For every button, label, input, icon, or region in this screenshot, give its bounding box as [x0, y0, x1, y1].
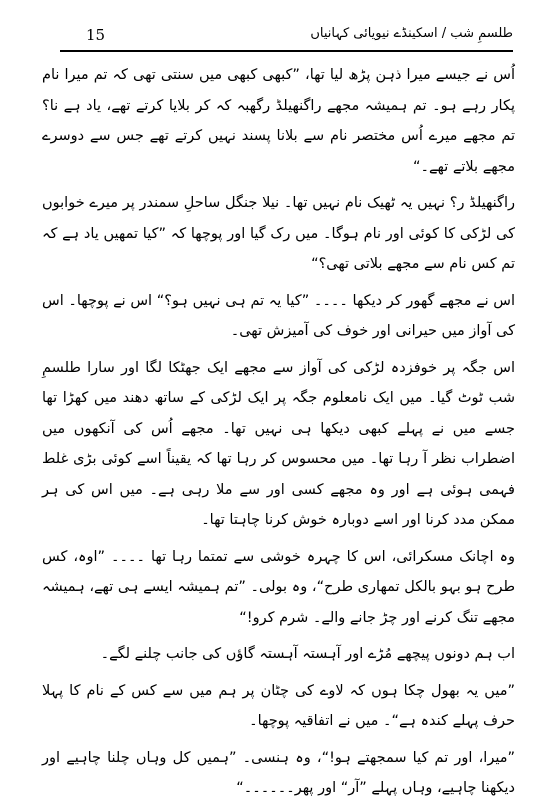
page-header [60, 24, 513, 52]
paragraph: وہ اچانک مسکرائی، اس کا چہرہ خوشی سے تمتما رہا تھا ۔۔۔۔ ”اوہ، کس طرح ہو بہو بالکل تمھاری طرح“، وہ بولی۔ ”تم ہمیشہ ایسے ہی تھے، ہمیشہ مجھے تنگ کرنے اور چڑ جانے والے۔ شرم کرو!“ [42, 548, 515, 626]
paragraph: اس نے مجھے گھور کر دیکھا ۔۔۔۔ ”کیا یہ تم ہی نہیں ہو؟“ اس نے پوچھا۔ اس کی آواز میں حیرانی اور خوف کی آمیزش تھی۔ [42, 292, 515, 339]
paragraph: راگنھیلڈ ر؟ نہیں یہ ٹھیک نام نہیں تھا۔ نیلا جنگل ساحلِ سمندر پر میرے خوابوں کی لڑکی کا کوئی اور نام ہوگا۔ میں رک گیا اور پوچھا کہ ”کیا تمھیں یاد ہے کہ تم کس نام سے مجھے بلاتی تھی؟“ [42, 195, 515, 272]
paragraph: ”میرا، اور تم کیا سمجھتے ہو!“، وہ ہنسی۔ ”ہمیں کل وہاں چلنا چاہیے اور دیکھنا چاہیے، وہاں پہلے ”آر“ اور پھر۔۔۔۔۔۔“ [42, 749, 515, 796]
paragraph: ”میں یہ بھول چکا ہوں کہ لاوے کی چٹان پر ہم میں سے کس کے نام کا پہلا حرف پہلے کندہ ہے“۔ میں نے اتفاقیہ پوچھا۔ [42, 682, 515, 729]
paragraph: اس جگہ پر خوفزدہ لڑکی کی آواز سے مجھے ایک جھٹکا لگا اور سارا طلسمِ شب ٹوٹ گیا۔ میں ایک نامعلوم جگہ پر ایک لڑکی کے ساتھ دھند میں کھڑا تھا جسے میں نے پہلے کبھی دیکھا ہی نہیں تھا۔ مجھے اُس کی آنکھوں میں اضطراب نظر آ رہا تھا۔ میں محسوس کر رہا تھا کہ یقیناً اسے کوئی بڑی غلط فہمی ہوئی ہے اور وہ مجھے کسی اور سے ملا رہی ہے۔ میں اس کی ہر ممکن مدد کرنا اور اسے دوبارہ خوش کرنا چاہتا تھا۔ [42, 359, 515, 528]
page-number: 15 [86, 26, 106, 44]
paragraph: اب ہم دونوں پیچھے مُڑے اور آہستہ آہستہ گاؤں کی جانب چلنے لگے۔ [100, 646, 515, 662]
page-body [42, 60, 515, 810]
running-title: طلسمِ شب / اسکینڈے نیویائی کہانیاں [310, 26, 513, 41]
paragraph: اُس نے جیسے میرا ذہن پڑھ لیا تھا، ”کبھی کبھی میں سنتی تھی کہ تم میرا نام پکار رہے ہو۔ تم ہمیشہ مجھے راگنھیلڈ رگھبہ کہ کر بلایا کرتے تھے، یاد ہے نا؟ تم مجھے میرے اُس مختصر نام سے بلانا پسند نہیں کرتے تھے جس سے دوسرے مجھے بلاتے تھے۔“ [42, 67, 515, 175]
